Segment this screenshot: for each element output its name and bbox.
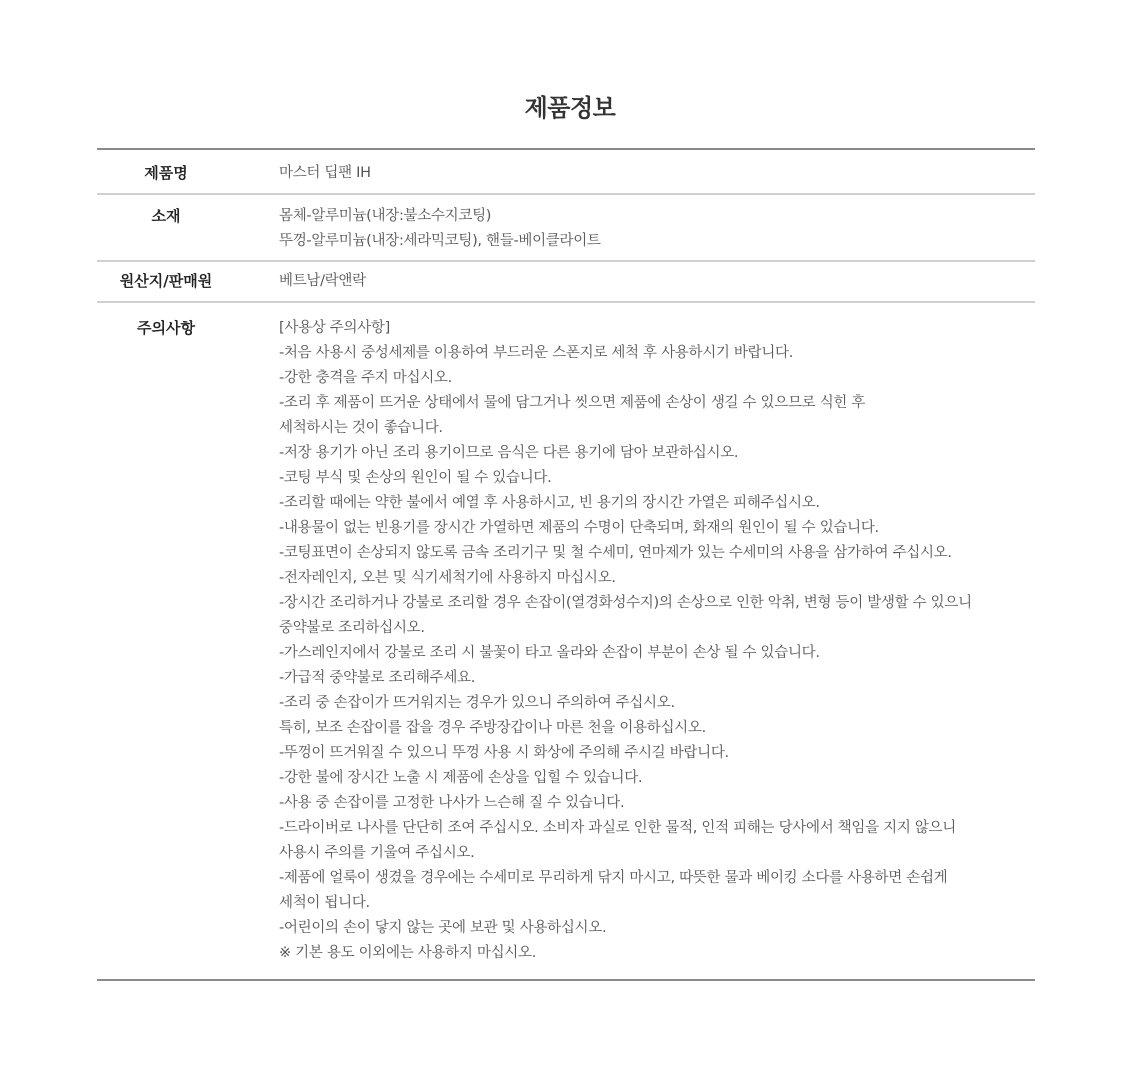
- caution-line: -조리 중 손잡이가 뜨거워지는 경우가 있으니 주의하여 주십시오.: [279, 695, 675, 711]
- caution-line: ※ 기본 용도 이외에는 사용하지 마십시오.: [279, 945, 537, 961]
- caution-line: -강한 불에 장시간 노출 시 제품에 손상을 입힐 수 있습니다.: [279, 770, 643, 786]
- caution-line: 세척이 됩니다.: [279, 895, 370, 911]
- caution-line: -가스레인지에서 강불로 조리 시 불꽃이 타고 올라와 손잡이 부분이 손상 될 수 있습니다.: [279, 645, 820, 661]
- caution-line: -저장 용기가 아닌 조리 용기이므로 음식은 다른 용기에 담아 보관하십시오.: [279, 445, 739, 461]
- caution-line: -어린이의 손이 닿지 않는 곳에 보관 및 사용하십시오.: [279, 920, 607, 936]
- caution-line: -처음 사용시 중성세제를 이용하여 부드러운 스폰지로 세척 후 사용하시기 바랍니다.: [279, 345, 794, 361]
- label-product-name: 제품명: [144, 164, 188, 182]
- row-cautions: [97, 302, 1035, 980]
- caution-line: -강한 충격을 주지 마십시오.: [279, 370, 452, 386]
- caution-line: -뚜껑이 뜨거워질 수 있으니 뚜껑 사용 시 화상에 주의해 주시길 바랍니다.: [279, 745, 729, 761]
- caution-line: -가급적 중약불로 조리해주세요.: [279, 670, 476, 686]
- caution-line: -코팅 부식 및 손상의 원인이 될 수 있습니다.: [279, 470, 552, 486]
- caution-line: -조리 후 제품이 뜨거운 상태에서 물에 담그거나 씻으면 제품에 손상이 생길 수 있으므로 식힌 후: [279, 395, 866, 411]
- value-cautions: [235, 302, 1035, 980]
- caution-line: -제품에 얼룩이 생겼을 경우에는 수세미로 무리하게 닦지 마시고, 따뜻한 물과 베이킹 소다를 사용하면 손쉽게: [279, 870, 948, 886]
- caution-line: 사용시 주의를 기울여 주십시오.: [279, 845, 475, 861]
- value-material: [235, 194, 1035, 261]
- page-title: 제품정보: [524, 94, 616, 122]
- caution-line: -전자레인지, 오븐 및 식기세척기에 사용하지 마십시오.: [279, 570, 616, 586]
- label-cautions: 주의사항: [97, 302, 235, 980]
- caution-line: 중약불로 조리하십시오.: [279, 620, 425, 636]
- label-material: 소재: [97, 194, 235, 261]
- caution-line: 특히, 보조 손잡이를 잡을 경우 주방장갑이나 마른 천을 이용하십시오.: [279, 720, 706, 736]
- label-origin-seller: 원산지/판매원: [97, 261, 235, 302]
- caution-line: -코팅표면이 손상되지 않도록 금속 조리기구 및 철 수세미, 연마제가 있는 수세미의 사용을 삼가하여 주십시오.: [279, 545, 952, 561]
- material-line: 몸체-알루미늄(내장:불소수지코팅): [279, 208, 492, 224]
- caution-line: [사용상 주의사항]: [279, 320, 390, 336]
- row-origin-seller: [97, 261, 1035, 302]
- row-material: [97, 194, 1035, 261]
- value-product-name: 마스터 딥팬 IH: [279, 165, 371, 181]
- value-origin-seller: 베트남/락앤락: [235, 261, 1035, 302]
- caution-line: -장시간 조리하거나 강불로 조리할 경우 손잡이(열경화성수지)의 손상으로 인한 악취, 변형 등이 발생할 수 있으니: [279, 595, 972, 611]
- caution-line: 세척하시는 것이 좋습니다.: [279, 420, 443, 436]
- caution-line: -드라이버로 나사를 단단히 조여 주십시오. 소비자 과실로 인한 물적, 인적 피해는 당사에서 책임을 지지 않으니: [279, 820, 956, 836]
- row-product-name: [97, 149, 1035, 194]
- caution-line: -사용 중 손잡이를 고정한 나사가 느슨해 질 수 있습니다.: [279, 795, 625, 811]
- material-line: 뚜껑-알루미늄(내장:세라믹코팅), 핸들-베이클라이트: [279, 233, 601, 249]
- caution-line: -조리할 때에는 약한 불에서 예열 후 사용하시고, 빈 용기의 장시간 가열은 피해주십시오.: [279, 495, 820, 511]
- caution-line: -내용물이 없는 빈용기를 장시간 가열하면 제품의 수명이 단축되며, 화재의 원인이 될 수 있습니다.: [279, 520, 879, 536]
- product-info-table: [97, 148, 1035, 981]
